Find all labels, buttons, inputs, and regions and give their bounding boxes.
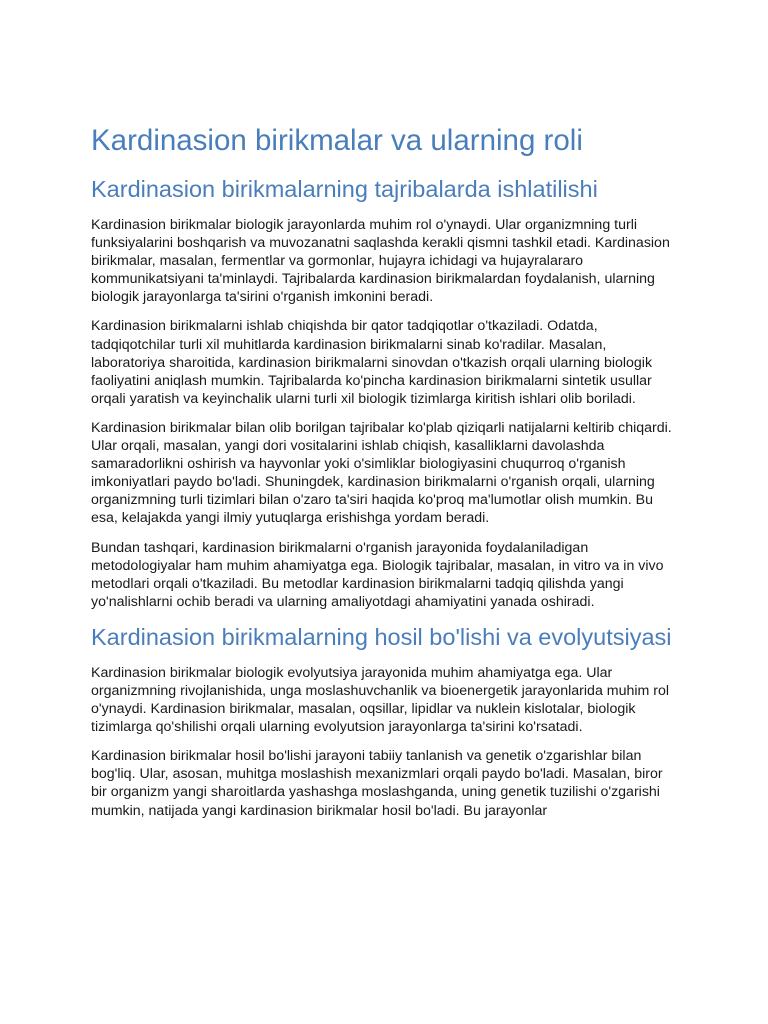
document-title: Kardinasion birikmalar va ularning roli	[91, 124, 583, 157]
paragraph: Kardinasion birikmalar hosil bo'lishi jarayoni tabiiy tanlanish va genetik o'zgarishlar bilan bog'liq. Ular, asosan, muhitga moslashish mexanizmlari orqali paydo bo'ladi. Masalan, biror bir organizm yangi sharoitlarda yashashga moslashganda, uning genetik tuzilishi o'zgarishi mumkin, natijada yangi kardinasion birikmalar hosil bo'ladi. Bu jarayonlar	[91, 748, 663, 819]
paragraph: Bundan tashqari, kardinasion birikmalarni o'rganish jarayonida foydalaniladigan metodologiyalar ham muhim ahamiyatga ega. Biologik tajribalar, masalan, in vitro va in vivo metodlari orqali o'tkaziladi. Bu metodlar kardinasion birikmalarni tadqiq qilishda yangi yo'nalishlarni ochib beradi va ularning amaliyotdagi ahamiyatini yanada oshiradi.	[91, 539, 664, 610]
document-page	[91, 122, 681, 831]
section-heading: Kardinasion birikmalarning hosil bo'lishi va evolyutsiyasi	[91, 623, 672, 650]
paragraph: Kardinasion birikmalar biologik evolyutsiya jarayonida muhim ahamiyatga ega. Ular organizmning rivojlanishida, unga moslashuvchanlik va bioenergetik jarayonlarida muhim rol o'ynaydi. Kardinasion birikmalar, masalan, oqsillar, lipidlar va nuklein kislotalar, biologik tizimlarga qo'shilishi orqali ularning evolyutsion jarayonlarga ta'sirini ko'rsatadi.	[91, 664, 670, 736]
paragraph: Kardinasion birikmalarni ishlab chiqishda bir qator tadqiqotlar o'tkaziladi. Odatda, tadqiqotchilar turli xil muhitlarda kardinasion birikmalarni sinab ko'radilar. Masalan, laboratoriya sharoitida, kardinasion birikmalarni sinovdan o'tkazish orqali ularning biologik faoliyatini aniqlash mumkin. Tajribalarda ko'pincha kardinasion birikmalarni sintetik usullar orqali yaratish va keyinchalik ularni turli xil biologik tizimlarga kiritish ishlari olib boriladi.	[91, 318, 653, 407]
paragraph: Kardinasion birikmalar biologik jarayonlarda muhim rol o'ynaydi. Ular organizmning turli funksiyalarini boshqarish va muvozanatni saqlashda kerakli qismni tashkil etadi. Kardinasion birikmalar, masalan, fermentlar va gormonlar, hujayra ichidagi va hujayralararo kommunikatsiyani ta'minlaydi. Tajribalarda kardinasion birikmalardan foydalanish, ularning biologik jarayonlarga ta'sirini o'rganish imkonini beradi.	[91, 217, 670, 306]
section-experiments	[91, 174, 681, 611]
section-heading: Kardinasion birikmalarning tajribalarda ishlatilishi	[91, 176, 598, 202]
section-formation-evolution	[91, 622, 681, 820]
paragraph: Kardinasion birikmalar bilan olib borilgan tajribalar ko'plab qiziqarli natijalarni keltirib chiqardi. Ular orqali, masalan, yangi dori vositalarini ishlab chiqish, kasalliklarni davolashda samaradorlikni oshirish va hayvonlar yoki o'simliklar biologiyasini chuqurroq o'rganish imkoniyatlari paydo bo'ladi. Shuningdek, kardinasion birikmalarni o'rganish orqali, ularning organizmning turli tizimlari bilan o'zaro ta'siri haqida ko'proq ma'lumotlar olish mumkin. Bu esa, kelajakda yangi ilmiy yutuqlarga erishishga yordam beradi.	[91, 419, 672, 527]
